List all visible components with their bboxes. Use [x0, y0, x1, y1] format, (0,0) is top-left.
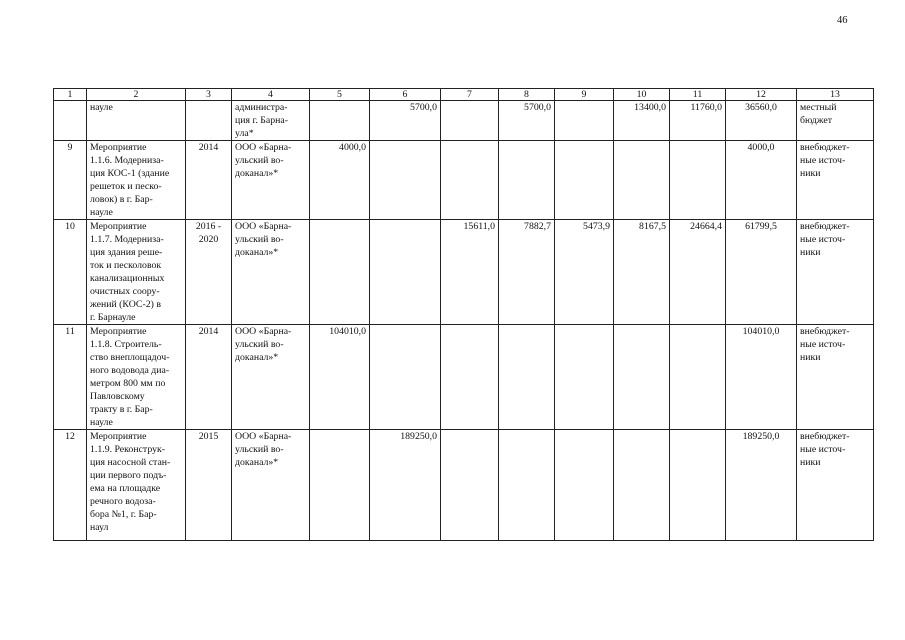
- implementation-years-line: 2016 -: [195, 221, 222, 232]
- executor-line: ульский во-: [235, 234, 284, 245]
- amount-5: [310, 430, 370, 541]
- implementation-years: [186, 325, 232, 430]
- implementation-years-line: 2014: [198, 142, 219, 153]
- amount-7: [441, 430, 499, 541]
- table-row: [54, 220, 874, 325]
- row-number: 10: [54, 220, 87, 325]
- column-number: 4: [232, 89, 310, 101]
- activity-description: [87, 220, 186, 325]
- funding-source: [797, 325, 874, 430]
- amount-5: 4000,0: [310, 141, 370, 220]
- column-number: 12: [726, 89, 797, 101]
- amount-total: 36560,0: [726, 101, 797, 141]
- activity-description: [87, 141, 186, 220]
- activity-description-line: науле: [90, 207, 113, 218]
- row-number: 11: [54, 325, 87, 430]
- activity-description-line: ция здания реше-: [90, 247, 163, 258]
- amount-5: [310, 101, 370, 141]
- activity-description-line: Павловскому: [90, 391, 145, 402]
- funding-source: [797, 220, 874, 325]
- amount-6: [370, 325, 441, 430]
- activity-description: [87, 101, 186, 141]
- executor-line: ООО «Барна-: [235, 326, 292, 337]
- page-number: 46: [837, 15, 848, 26]
- column-number: 2: [87, 89, 186, 101]
- amount-8: [499, 430, 555, 541]
- table-row: [54, 325, 874, 430]
- activity-description-line: 1.1.7. Модерниза-: [90, 234, 164, 245]
- activity-description: [87, 430, 186, 541]
- amount-7: 15611,0: [441, 220, 499, 325]
- activity-description-line: ема на площадке: [90, 483, 161, 494]
- amount-6: [370, 220, 441, 325]
- implementation-years: [186, 430, 232, 541]
- amount-total: 189250,0: [726, 430, 797, 541]
- funding-source-line: ные источ-: [800, 339, 846, 350]
- amount-5: 104010,0: [310, 325, 370, 430]
- activity-description-line: 1.1.8. Строитель-: [90, 339, 162, 350]
- funding-source: [797, 430, 874, 541]
- amount-7: [441, 101, 499, 141]
- amount-6: 5700,0: [370, 101, 441, 141]
- funding-source-line: внебюджет-: [800, 221, 850, 232]
- executor: [232, 430, 310, 541]
- funding-source-line: ники: [800, 168, 821, 179]
- activity-description-line: решеток и песко-: [90, 181, 162, 192]
- amount-10: 13400,0: [614, 101, 670, 141]
- executor-line: ция г. Барна-: [235, 115, 288, 126]
- activity-description-line: Мероприятие: [90, 221, 147, 232]
- executor-line: ула*: [235, 128, 254, 139]
- funding-source-line: ные источ-: [800, 155, 846, 166]
- column-number-row: [54, 89, 874, 101]
- activity-description-line: науле: [90, 417, 113, 428]
- column-number: 5: [310, 89, 370, 101]
- executor: [232, 141, 310, 220]
- column-number: 3: [186, 89, 232, 101]
- activity-description-line: 1.1.9. Реконструк-: [90, 444, 166, 455]
- implementation-years-line: 2015: [198, 431, 219, 442]
- executor-line: ульский во-: [235, 444, 284, 455]
- amount-9: 5473,9: [555, 220, 614, 325]
- amount-8: 5700,0: [499, 101, 555, 141]
- amount-total: 104010,0: [726, 325, 797, 430]
- amount-total: 4000,0: [726, 141, 797, 220]
- amount-8: 7882,7: [499, 220, 555, 325]
- executor-line: администра-: [235, 102, 288, 113]
- table-row: [54, 430, 874, 541]
- amount-10: 8167,5: [614, 220, 670, 325]
- funding-source-line: ные источ-: [800, 234, 846, 245]
- funding-source-line: внебюджет-: [800, 142, 850, 153]
- amount-11: 11760,0: [670, 101, 726, 141]
- funding-source: [797, 141, 874, 220]
- executor-line: ООО «Барна-: [235, 142, 292, 153]
- column-number: 9: [555, 89, 614, 101]
- amount-10: [614, 325, 670, 430]
- funding-source-line: внебюджет-: [800, 326, 850, 337]
- funding-source-line: внебюджет-: [800, 431, 850, 442]
- activity-description-line: ции первого подъ-: [90, 470, 167, 481]
- executor-line: доканал»*: [235, 247, 279, 258]
- amount-11: [670, 430, 726, 541]
- implementation-years-line: 2014: [198, 326, 219, 337]
- executor: [232, 220, 310, 325]
- funding-source-line: бюджет: [800, 115, 833, 126]
- column-number: 10: [614, 89, 670, 101]
- activity-description-line: 1.1.6. Модерниза-: [90, 155, 164, 166]
- column-number: 11: [670, 89, 726, 101]
- executor-line: ООО «Барна-: [235, 221, 292, 232]
- activity-description: [87, 325, 186, 430]
- row-number: 9: [54, 141, 87, 220]
- executor-line: ульский во-: [235, 339, 284, 350]
- amount-7: [441, 325, 499, 430]
- column-number: 6: [370, 89, 441, 101]
- table-body: [54, 89, 874, 541]
- executor-line: доканал»*: [235, 457, 279, 468]
- executor: [232, 101, 310, 141]
- activity-description-line: очистных соору-: [90, 286, 160, 297]
- activity-description-line: Мероприятие: [90, 142, 147, 153]
- funding-source-line: ники: [800, 352, 821, 363]
- activity-description-line: канализационных: [90, 273, 165, 284]
- funding-source-line: ные источ-: [800, 444, 846, 455]
- executor-line: ООО «Барна-: [235, 431, 292, 442]
- activity-description-line: ного водовода диа-: [90, 365, 170, 376]
- amount-8: [499, 141, 555, 220]
- implementation-years: [186, 220, 232, 325]
- activity-description-line: наул: [90, 522, 109, 533]
- amount-8: [499, 325, 555, 430]
- column-number: 7: [441, 89, 499, 101]
- activity-description-line: жений (КОС-2) в: [90, 299, 161, 310]
- amount-6: [370, 141, 441, 220]
- implementation-years-line: 2020: [198, 234, 219, 245]
- activity-description-line: ловок) в г. Бар-: [90, 194, 153, 205]
- executor-line: доканал»*: [235, 352, 279, 363]
- activity-description-line: бора №1, г. Бар-: [90, 509, 157, 520]
- executor-line: ульский во-: [235, 155, 284, 166]
- executor-line: доканал»*: [235, 168, 279, 179]
- implementation-years: [186, 141, 232, 220]
- table-row: [54, 141, 874, 220]
- activity-description-line: науле: [90, 102, 113, 113]
- activity-description-line: г. Барнауле: [90, 312, 136, 323]
- amount-5: [310, 220, 370, 325]
- activity-description-line: тракту в г. Бар-: [90, 404, 153, 415]
- amount-11: [670, 141, 726, 220]
- amount-10: [614, 141, 670, 220]
- activity-description-line: Мероприятие: [90, 431, 147, 442]
- program-table: [53, 88, 874, 541]
- amount-9: [555, 325, 614, 430]
- activity-description-line: ция насосной стан-: [90, 457, 171, 468]
- column-number: 1: [54, 89, 87, 101]
- activity-description-line: ция КОС-1 (здание: [90, 168, 170, 179]
- row-number: [54, 101, 87, 141]
- funding-source-line: ники: [800, 457, 821, 468]
- activity-description-line: метром 800 мм по: [90, 378, 166, 389]
- amount-11: 24664,4: [670, 220, 726, 325]
- executor: [232, 325, 310, 430]
- column-number: 8: [499, 89, 555, 101]
- amount-total: 61799,5: [726, 220, 797, 325]
- amount-9: [555, 141, 614, 220]
- amount-10: [614, 430, 670, 541]
- amount-9: [555, 430, 614, 541]
- activity-description-line: речного водоза-: [90, 496, 156, 507]
- activity-description-line: Мероприятие: [90, 326, 147, 337]
- amount-11: [670, 325, 726, 430]
- implementation-years: [186, 101, 232, 141]
- funding-source-line: местный: [800, 102, 837, 113]
- activity-description-line: ство внеплощадоч-: [90, 352, 170, 363]
- table-row: [54, 101, 874, 141]
- amount-6: 189250,0: [370, 430, 441, 541]
- amount-9: [555, 101, 614, 141]
- funding-source-line: ники: [800, 247, 821, 258]
- amount-7: [441, 141, 499, 220]
- activity-description-line: ток и песколовок: [90, 260, 162, 271]
- column-number: 13: [797, 89, 874, 101]
- funding-source: [797, 101, 874, 141]
- row-number: 12: [54, 430, 87, 541]
